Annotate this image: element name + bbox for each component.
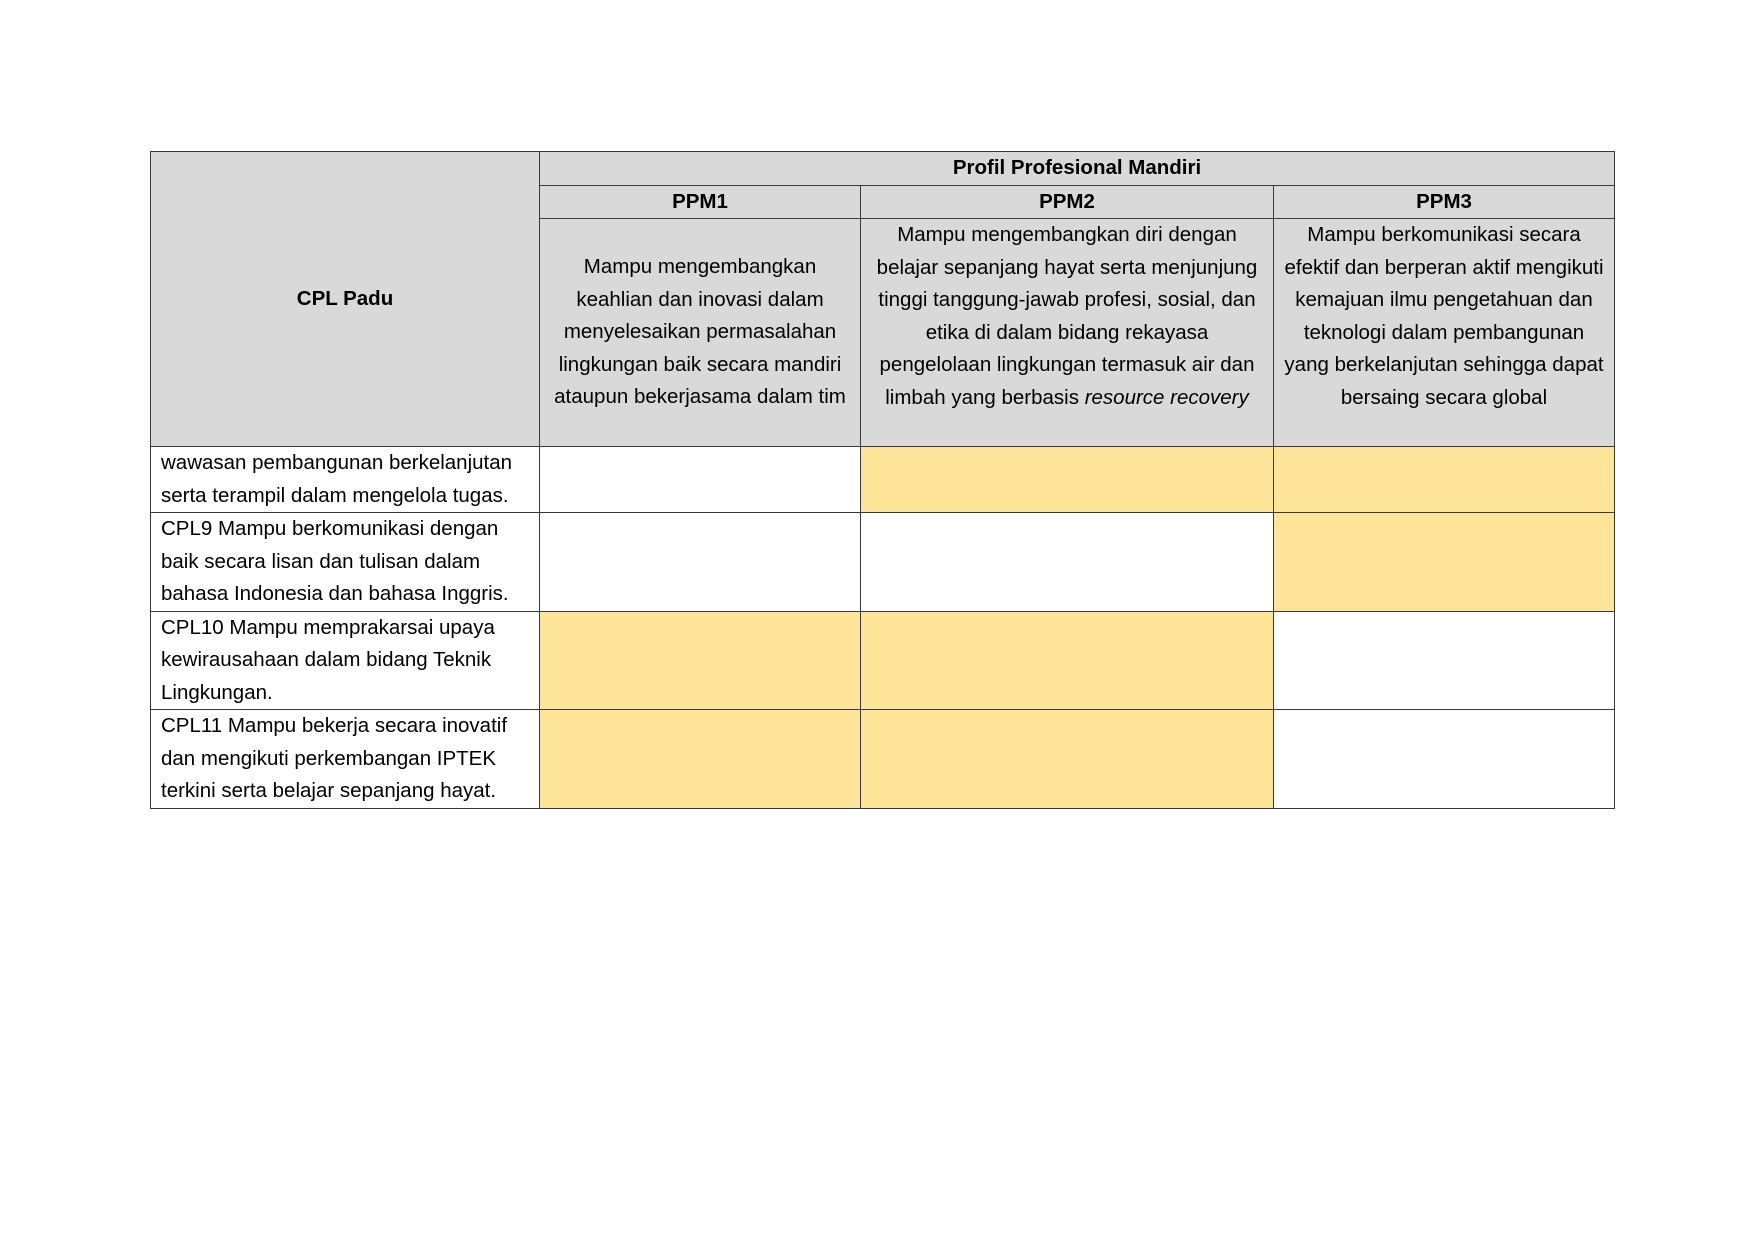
mark-cell-ppm1 — [540, 710, 861, 809]
column-description-italic: resource recovery — [1084, 385, 1249, 409]
table-row — [151, 447, 1615, 513]
mark-cell-ppm3 — [1274, 447, 1615, 513]
column-code: PPM3 — [1416, 189, 1472, 213]
mark-cell-ppm1 — [540, 447, 861, 513]
mark-cell-ppm1 — [540, 611, 861, 710]
table-row — [151, 710, 1615, 809]
row-label: CPL10 Mampu memprakarsai upaya kewirausahaan dalam bidang Teknik Lingkungan. — [161, 615, 495, 704]
row-label-cell — [151, 513, 540, 612]
column-description-text: Mampu mengembangkan keahlian dan inovasi dalam menyelesaikan permasalahan lingkungan baik secara mandiri ataupun bekerjasama dalam tim — [554, 255, 846, 409]
column-header-ppm3 — [1274, 185, 1615, 219]
mark-cell-ppm2 — [861, 513, 1274, 612]
header-row-group — [151, 152, 1615, 186]
column-code: PPM1 — [672, 189, 728, 213]
column-description-ppm3 — [1274, 219, 1615, 447]
row-label-cell — [151, 710, 540, 809]
row-label-cell — [151, 447, 540, 513]
cpl-ppm-mapping-table — [150, 151, 1615, 809]
column-description-text: Mampu berkomunikasi secara efektif dan berperan aktif mengikuti kemajuan ilmu pengetahuan dan teknologi dalam pembangunan yang berkelanjutan sehingga dapat bersaing secara global — [1284, 223, 1604, 409]
mark-cell-ppm3 — [1274, 611, 1615, 710]
mark-cell-ppm2 — [861, 710, 1274, 809]
mark-cell-ppm2 — [861, 447, 1274, 513]
row-label-cell — [151, 611, 540, 710]
column-header-ppm1 — [540, 185, 861, 219]
row-label: CPL9 Mampu berkomunikasi dengan baik secara lisan dan tulisan dalam bahasa Indonesia dan bahasa Inggris. — [161, 517, 509, 605]
table-row — [151, 513, 1615, 612]
mark-cell-ppm2 — [861, 611, 1274, 710]
group-header-profil — [540, 152, 1615, 186]
column-description-ppm1 — [540, 219, 861, 447]
row-label: wawasan pembangunan berkelanjutan serta terampil dalam mengelola tugas. — [161, 451, 513, 507]
column-description-text: Mampu mengembangkan diri dengan belajar sepanjang hayat serta menjunjung tinggi tanggung-jawab profesi, sosial, dan etika di dalam bidang rekayasa pengelolaan lingkungan termasuk air dan limbah yang berbasis — [876, 223, 1258, 409]
column-header-ppm2 — [861, 185, 1274, 219]
mark-cell-ppm3 — [1274, 710, 1615, 809]
table-row — [151, 611, 1615, 710]
group-header-label: Profil Profesional Mandiri — [952, 156, 1202, 179]
mark-cell-ppm1 — [540, 513, 861, 612]
corner-header-label: CPL Padu — [296, 286, 394, 310]
column-description-ppm2 — [861, 219, 1274, 447]
column-code: PPM2 — [1039, 189, 1095, 213]
mark-cell-ppm3 — [1274, 513, 1615, 612]
row-label: CPL11 Mampu bekerja secara inovatif dan mengikuti perkembangan IPTEK terkini serta belajar sepanjang hayat. — [161, 714, 508, 802]
corner-header-cpl-padu — [151, 152, 540, 447]
